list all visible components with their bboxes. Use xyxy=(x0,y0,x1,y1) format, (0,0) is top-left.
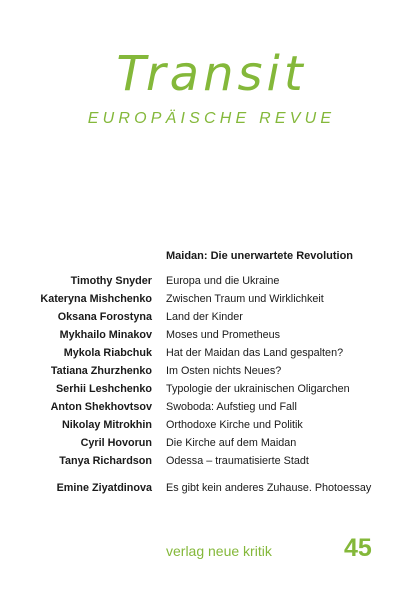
toc-article-title: Hat der Maidan das Land gespalten? xyxy=(166,347,344,359)
toc-entry xyxy=(0,455,415,473)
toc-article-title: Es gibt kein anderes Zuhause. Photoessay xyxy=(166,482,372,494)
publisher-name: verlag neue kritik xyxy=(166,543,272,559)
toc-entry xyxy=(0,275,415,293)
toc-entry xyxy=(0,311,415,329)
toc-author: Timothy Snyder xyxy=(70,275,152,287)
toc-article-title: Im Osten nichts Neues? xyxy=(166,365,282,377)
toc-entry xyxy=(0,347,415,365)
toc-author: Anton Shekhovtsov xyxy=(50,401,152,413)
toc-article-title: Swoboda: Aufstieg und Fall xyxy=(166,401,297,413)
toc-article-title: Odessa – traumatisierte Stadt xyxy=(166,455,309,467)
issue-number: 45 xyxy=(344,534,372,562)
toc-article-title: Die Kirche auf dem Maidan xyxy=(166,437,297,449)
toc-entry xyxy=(0,365,415,383)
toc-author: Serhii Leshchenko xyxy=(55,383,152,395)
toc-author: Nikolay Mitrokhin xyxy=(62,419,152,431)
toc-article-title: Orthodoxe Kirche und Politik xyxy=(166,419,303,431)
toc-article-title: Europa und die Ukraine xyxy=(166,275,280,287)
toc-entry xyxy=(0,437,415,455)
toc-article-title: Typologie der ukrainischen Oligarchen xyxy=(166,383,350,395)
toc-author: Mykhailo Minakov xyxy=(59,329,152,341)
issue-theme-heading: Maidan: Die unerwartete Revolution xyxy=(166,250,354,262)
toc-author: Tanya Richardson xyxy=(59,455,152,467)
toc-author: Mykola Riabchuk xyxy=(63,347,152,359)
toc-author: Tatiana Zhurzhenko xyxy=(50,365,152,377)
toc-entry xyxy=(0,293,415,311)
toc-author: Cyril Hovorun xyxy=(80,437,152,449)
toc-article-title: Zwischen Traum und Wirklichkeit xyxy=(166,293,324,305)
toc-author: Oksana Forostyna xyxy=(57,311,152,323)
toc-article-title: Moses und Prometheus xyxy=(166,329,281,341)
toc-entry xyxy=(0,329,415,347)
toc-entry xyxy=(0,383,415,401)
magazine-subtitle: EUROPÄISCHE REVUE xyxy=(87,110,336,127)
toc-author: Kateryna Mishchenko xyxy=(40,293,152,305)
toc-entry xyxy=(0,482,415,500)
toc-author: Emine Ziyatdinova xyxy=(56,482,152,494)
toc-entry xyxy=(0,419,415,437)
magazine-title: Transit xyxy=(116,46,307,102)
toc-article-title: Land der Kinder xyxy=(166,311,243,323)
toc-entry xyxy=(0,401,415,419)
